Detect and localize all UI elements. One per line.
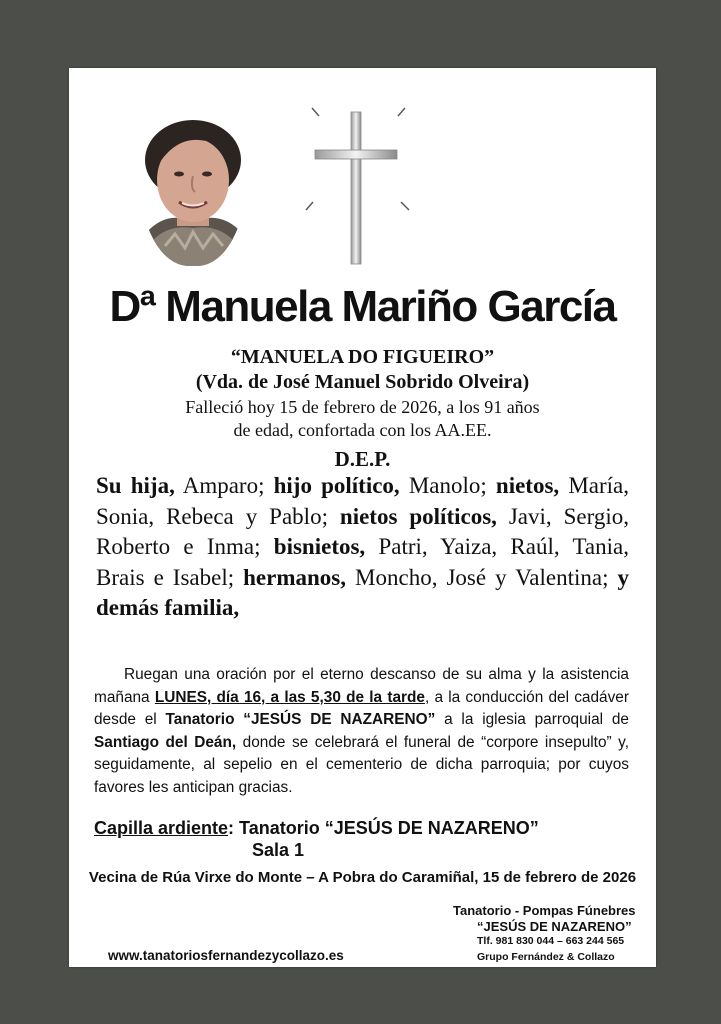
son-in-law-label: hijo político, bbox=[273, 473, 400, 498]
prayer-funeral-home: Tanatorio “JESÚS DE NAZARENO” bbox=[165, 711, 436, 728]
son-in-law-names: Manolo; bbox=[399, 473, 496, 498]
company-line-2: “JESÚS DE NAZARENO” bbox=[477, 919, 632, 934]
portrait-image bbox=[139, 116, 247, 266]
great-grandchildren-label: bisnietos, bbox=[273, 534, 366, 559]
siblings-names: Moncho, José y Valentina; bbox=[346, 564, 618, 590]
death-line-1: Falleció hoy 15 de febrero de 2026, a los 91 años bbox=[185, 397, 540, 417]
great-grandchildren-names: Patri, Yaiza, Raúl, Tania, Brais e Isabel; bbox=[96, 534, 629, 590]
obituary-sheet bbox=[69, 68, 656, 967]
prayer-part-1: Ruegan una oración por el eterno descanso de su alma y la asistencia mañana bbox=[94, 666, 629, 706]
grandchildren-inlaw-names: Javi, Sergio, Roberto e Inma; bbox=[96, 503, 629, 559]
website-link[interactable]: www.tanatoriosfernandezycollazo.es bbox=[108, 948, 344, 963]
prayer-paragraph bbox=[94, 664, 629, 799]
grandchildren-names: María, Sonia, Rebeca y Pablo; bbox=[96, 473, 629, 529]
grandchildren-inlaw-label: nietos políticos, bbox=[339, 503, 497, 529]
daughter-names: Amparo; bbox=[174, 473, 274, 498]
prayer-church: Santiago del Deán, bbox=[94, 733, 237, 751]
company-phones: Tlf. 981 830 044 – 663 244 565 bbox=[477, 935, 625, 947]
chapel-place: Tanatorio “JESÚS DE NAZARENO” bbox=[234, 818, 539, 838]
daughter-label: Su hija, bbox=[96, 473, 175, 498]
company-line-1: Tanatorio - Pompas Fúnebres bbox=[453, 903, 636, 918]
deceased-name: Dª Manuela Mariño García bbox=[109, 282, 616, 331]
siblings-label: hermanos, bbox=[243, 564, 347, 590]
grandchildren-label: nietos, bbox=[495, 473, 560, 498]
deceased-photo bbox=[139, 116, 247, 266]
prayer-date-time: LUNES, día 16, a las 5,30 de la tarde bbox=[154, 688, 425, 706]
family-paragraph bbox=[96, 471, 629, 624]
company-group: Grupo Fernández & Collazo bbox=[477, 951, 615, 963]
chapel-line bbox=[94, 818, 539, 839]
cross-icon bbox=[301, 104, 413, 266]
prayer-part-2: , a la conducción del cadáver desde el bbox=[94, 688, 629, 728]
residence-line: Vecina de Rúa Virxe do Monte – A Pobra do Caramiñal, 15 de febrero de 2026 bbox=[88, 869, 637, 886]
dep-mark: D.E.P. bbox=[334, 447, 391, 471]
rest-label: y demás familia, bbox=[96, 564, 629, 620]
chapel-colon: : bbox=[228, 818, 235, 838]
widow-of: (Vda. de José Manuel Sobrido Olveira) bbox=[195, 371, 530, 393]
death-line-2: de edad, confortada con los AA.EE. bbox=[233, 420, 492, 440]
chapel-room: Sala 1 bbox=[252, 840, 305, 860]
prayer-part-4: donde se celebrará el funeral de “corpore insepulto” y, seguidamente, al sepelio en el cementerio de dicha parroquia; por cuyos favores les anticipan gracias. bbox=[94, 733, 629, 796]
nickname: “MANUELA DO FIGUEIRO” bbox=[230, 346, 495, 368]
prayer-part-3: a la iglesia parroquial de bbox=[435, 711, 629, 728]
chapel-label: Capilla ardiente bbox=[94, 818, 229, 838]
